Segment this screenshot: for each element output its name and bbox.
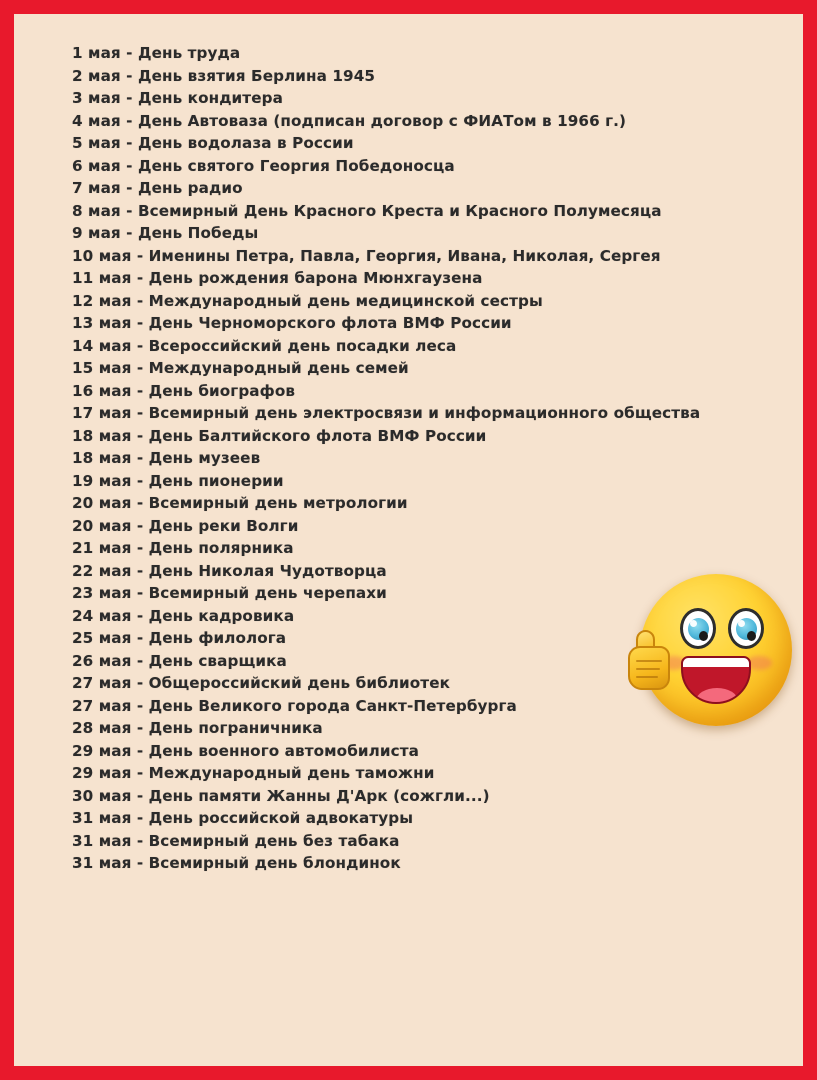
holiday-list [72, 42, 789, 875]
list-item: 31 мая - День российской адвокатуры [72, 809, 414, 827]
list-item: 10 мая - Именины Петра, Павла, Георгия, Ивана, Николая, Сергея [72, 246, 661, 265]
list-item: 27 мая - День Великого города Санкт-Петербурга [72, 696, 517, 715]
list-item: 14 мая - Всероссийский день посадки леса [72, 336, 457, 355]
list-item: 29 мая - Международный день таможни [72, 764, 435, 782]
list-item: 18 мая - День музеев [72, 449, 261, 467]
list-item: 20 мая - День реки Волги [72, 516, 299, 535]
list-item: 31 мая - Всемирный день блондинок [72, 854, 401, 872]
eye-glint [738, 620, 745, 627]
list-item: 8 мая - Всемирный День Красного Креста и Красного Полумесяца [72, 201, 662, 220]
list-item: 18 мая - День Балтийского флота ВМФ России [72, 426, 487, 445]
list-item: 27 мая - Общероссийский день библиотек [72, 674, 451, 692]
list-item: 4 мая - День Автоваза (подписан договор с ФИАТом в 1966 г.) [72, 111, 627, 130]
thumb-crease [636, 676, 658, 678]
list-item: 1 мая - День труда [72, 44, 241, 62]
list-item: 25 мая - День филолога [72, 629, 287, 647]
teeth [683, 658, 749, 667]
list-item: 23 мая - Всемирный день черепахи [72, 584, 387, 602]
pupil [699, 631, 708, 641]
thumbs-up-hand-icon [622, 630, 676, 692]
eye-glint [690, 620, 697, 627]
list-item: 30 мая - День памяти Жанны Д'Арк (сожгли...) [72, 786, 490, 805]
list-item: 15 мая - Международный день семей [72, 359, 409, 377]
eye-right-icon [728, 608, 764, 649]
list-item: 17 мая - Всемирный день электросвязи и информационного общества [72, 404, 701, 422]
thumb-crease [636, 660, 662, 662]
list-item: 24 мая - День кадровика [72, 606, 295, 625]
thumb-crease [636, 668, 660, 670]
list-item: 20 мая - Всемирный день метрологии [72, 494, 408, 512]
list-item: 7 мая - День радио [72, 179, 243, 197]
eye-left-icon [680, 608, 716, 649]
list-item: 16 мая - День биографов [72, 381, 296, 400]
smiling-mouth [681, 656, 751, 704]
list-item: 26 мая - День сварщика [72, 651, 287, 670]
poster-background [14, 14, 803, 1066]
list-item: 3 мая - День кондитера [72, 89, 283, 107]
list-item: 12 мая - Международный день медицинской сестры [72, 291, 543, 310]
list-item: 19 мая - День пионерии [72, 471, 284, 490]
list-item: 13 мая - День Черноморского флота ВМФ России [72, 314, 512, 332]
list-item: 6 мая - День святого Георгия Победоносца [72, 156, 455, 175]
list-item: 5 мая - День водолаза в России [72, 134, 354, 152]
list-item: 29 мая - День военного автомобилиста [72, 741, 419, 760]
list-item: 28 мая - День пограничника [72, 719, 323, 737]
tongue [696, 688, 738, 704]
pupil [747, 631, 756, 641]
list-item: 22 мая - День Николая Чудотворца [72, 561, 387, 580]
thumbs-up-smiley-icon [622, 570, 800, 742]
list-item: 11 мая - День рождения барона Мюнхгаузена [72, 269, 483, 287]
list-item: 2 мая - День взятия Берлина 1945 [72, 66, 376, 85]
list-item: 21 мая - День полярника [72, 539, 294, 557]
list-item: 9 мая - День Победы [72, 224, 259, 242]
list-item: 31 мая - Всемирный день без табака [72, 831, 400, 850]
